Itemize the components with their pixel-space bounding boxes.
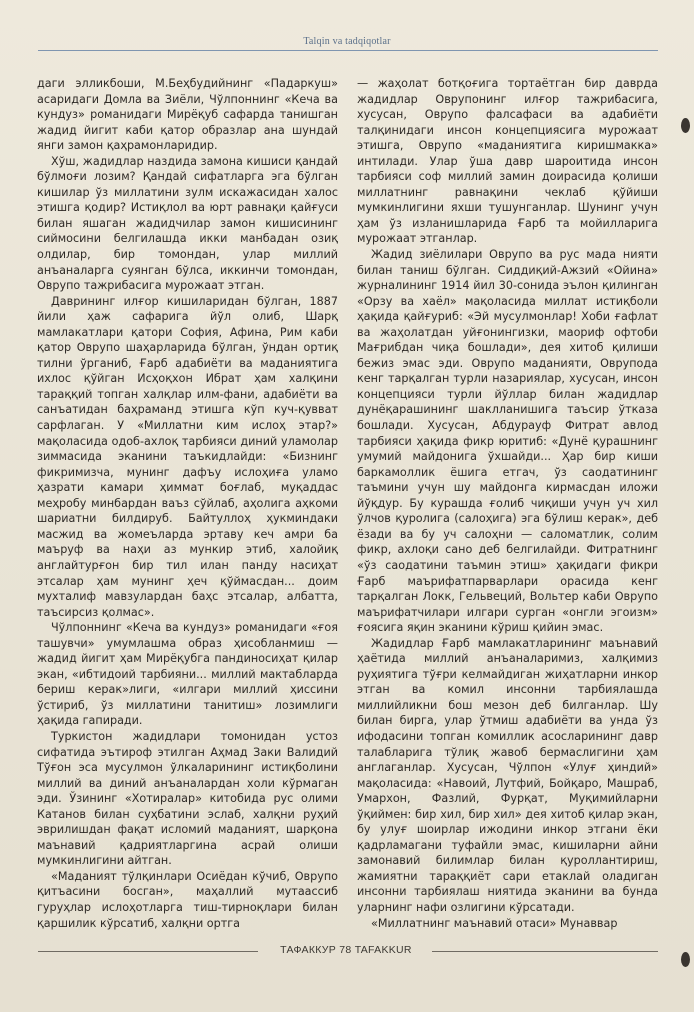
right-column-paragraph: «Миллатнинг маънавий отаси» Мунаввар — [371, 916, 618, 930]
left-column-paragraph: Туркистон жадидлари томонидан устоз сифатида эътироф этилган Аҳмад Заки Валидий Тўғон эса мусулмон ўлкаларининг истиқболини миллий ва диний анъаналардан холи кўрмаган эди. Ўзининг «Хотиралар» китобида рус олими Катанов билан суҳбатини эслаб, халқни руҳий эврилишдан фақат исломий маданият, шарқона маънавий қадриятларгина асрай олиши мумкинлигини айтган. — [37, 729, 338, 868]
binding-hole-bottom — [681, 952, 690, 967]
left-column-paragraph: Чўлпоннинг «Кеча ва кундуз» романидаги «ғоя ташувчи» умумлашма образ ҳисобланмиш — жадид йигит ҳам Мирёқубга пандиносиҳат қилар экан, «ибтидоий тарбияни... миллий мактабларда бериш керак»лиги, «илгари миллий ҳиссини ўстириб, ўз миллатини танитиш» лозимлиги ҳақида гапиради. — [37, 621, 338, 728]
right-column-paragraph: Жадид зиёлилари Оврупо ва рус мада нияти билан таниш бўлган. Сиддиқий-Ажзий «Ойина» журналининг 1914 йил 30-сонида эълон қилинган «Орзу ва хаёл» мақоласида миллат истиқболи ҳақида қайғуриб: «Эй мусулмонлар! Хоби ғафлат ва жаҳолатдан уйғонингизки, маориф офтоби Мағрибдан чиқа бошлади», дея хитоб қилиши бежиз эмас эди. Оврупо маданияти, Оврупода кенг тарқалган турли назариялар, хусусан, инсон концепцияси турли йўллар билан жадидлар дунёқарашининг шаклланишига таъсир ўтказа бошлади. Хусусан, Абдурауф Фитрат авлод тарбияси ҳақида фикр юритиб: «Дунё қурашнинг умумий майдонига ўхшайди... Ҳар бир киши баркамоллик ёшига етгач, ўз саодатининг таъмини учун шу майдонга кирмасдан иложи йўқдур. Бу курашда ғолиб чиқиши учун уч хил ўлчов қуролига (салоҳига) эга бўлиш керак», деб ёзади ва бу уч салоҳни — саломатлик, солим фикр, ахлоқи сано деб белгилайди. Фитратнинг «ўз саодатини таъмин этиш» ҳақидаги фикри Ғарб маърифатпарварлари орасида кенг тарқалган Локк, Гельвеций, Вольтер каби Оврупо маърифатчилари илгари сурган «онгли эгоизм» ғоясига яқин эканини кўриш қийин эмас. — [357, 248, 658, 635]
right-column-paragraph: Жадидлар Ғарб мамлакатларининг маънавий ҳаётида миллий анъаналаримиз, халқимиз руҳиятига тўғри келмайдиган жиҳатларни инкор этган ва комил инсонни тарбиялашда миллийликни бош мезон деб билганлар. Шу билан бирга, улар ўтмиш адабиёти ва унда ўз ифодасини топган комиллик асосларининг давр талабларига тўлиқ жавоб бермаслигини ҳам англаганлар. Хусусан, Чўлпон «Улуғ ҳиндий» мақоласида: «Навоий, Лутфий, Бойқаро, Машраб, Умархон, Фазлий, Фурқат, Муқимийларни ўқиймен: бир хил, бир хил» дея хитоб қилар экан, бу улуғ шоирлар ижодини инкор этгани ёки қадрламагани туфайли эмас, кишиларни айни замонавий билимлар билан қуроллантириш, жамиятни тараққиёт сари етаклай оладиган инсонни тарбиялаш ниятида эканини ва бунда уларнинг нафи озлигини кўрсатади. — [357, 636, 658, 914]
right-column-paragraph: — жаҳолат ботқоғига тортаётган бир даврда жадидлар Оврупонинг илғор тажрибасига, хусусан, Оврупо фалсафаси ва адабиёти талқинидаги инсон концепциясига мурожаат этишга, Оврупо «маданиятига киришмакка» интилади. Улар ўша давр шароитида инсон тарбияси соф миллий замин доирасида қолиши миллатнинг равнақини чеклаб қўйиши мумкинлигини яхши тушунганлар. Шунинг учун ҳам ўз изланишларида Ғарб та мойилларига мурожаат этганлар. — [357, 77, 658, 246]
left-column-paragraph: «Маданият тўлқинлари Осиёдан кўчиб, Оврупо қитъасини босган», маҳаллий мутаассиб гуруҳлар ислоҳотларга тиш-тирноқлари билан қаршилик кўрсатиб, халқни ортга — [37, 869, 338, 930]
footer-rule-right — [432, 951, 658, 952]
running-header: Talqin va tadqiqotlar — [303, 36, 391, 47]
left-column-paragraph: Даврининг илғор кишиларидан бўлган, 1887 йили ҳаж сафарига йўл олиб, Шарқ мамлакатлари қатори София, Афина, Рим каби қатор Оврупо шаҳарларида бўлган, ўндан ортиқ тилни ўрганиб, Ғарб адабиёти ва маданиятига ихлос қўйган Исҳоқхон Ибрат ҳам халқини тараққий топган халқлар илм-фани, адабиёти ва санъатидан баҳраманд этишга кўп куч-қувват сарфлаган. У «Миллатни ким ислоҳ этар?» мақоласида одоб-ахлоқ тарбияси диний уламолар зиммасида эканини таъкидлайди: «Бизнинг фикримизча, мунинг дафъу ислоҳиға уламо ҳазрати камари ҳиммат боғлаб, муқаддас меҳробу минбардан ваъз сўйлаб, аҳолига аҳкоми шариатни билдируб. Байтуллоҳ ҳукминдаки масжид ва жомеъларда эртаву кеч амри ба маъруф ва наҳи аз мункир этиб, халойиқ англайтурғон бир тил илан панду насиҳат этсалар ҳам мунинг ҳеч қўймасдан... доим мухталиф мавзулардан баҳс этсалар, албатта, таъсирсиз қолмас». — [37, 294, 338, 619]
page-footer — [38, 944, 658, 958]
footer-folio: ТАФАККУР 78 TAFAKKUR — [280, 944, 412, 956]
left-column-paragraph: даги элликбоши, М.Беҳбудийнинг «Падаркуш» асаридаги Домла ва Зиёли, Чўлпоннинг «Кеча ва кундуз» романидаги Мирёқуб сафарда танишган жадид йигит каби қатор образлар ана шундай янги замон қаҳрамонларидир. — [37, 77, 338, 153]
footer-rule-left — [38, 951, 258, 952]
binding-hole-top — [681, 118, 690, 133]
header-rule — [38, 50, 658, 51]
left-column-paragraph: Хўш, жадидлар наздида замона кишиси қандай бўлмоғи лозим? Қандай сифатларга эга бўлган кишилар ўз миллатини зулм искажасидан халос этишга қодир? Истиқлол ва юрт равнақи қайғуси билан яшаган жадидчилар замон кишисининг сиймосини белгилашда икки манбадан озиқ олдилар, бир томондан, улар миллий анъаналарга суянган бўлса, иккинчи томондан, Оврупо тажрибасига мурожаат этган. — [37, 154, 338, 293]
right-column — [357, 76, 658, 930]
left-column — [37, 76, 338, 930]
